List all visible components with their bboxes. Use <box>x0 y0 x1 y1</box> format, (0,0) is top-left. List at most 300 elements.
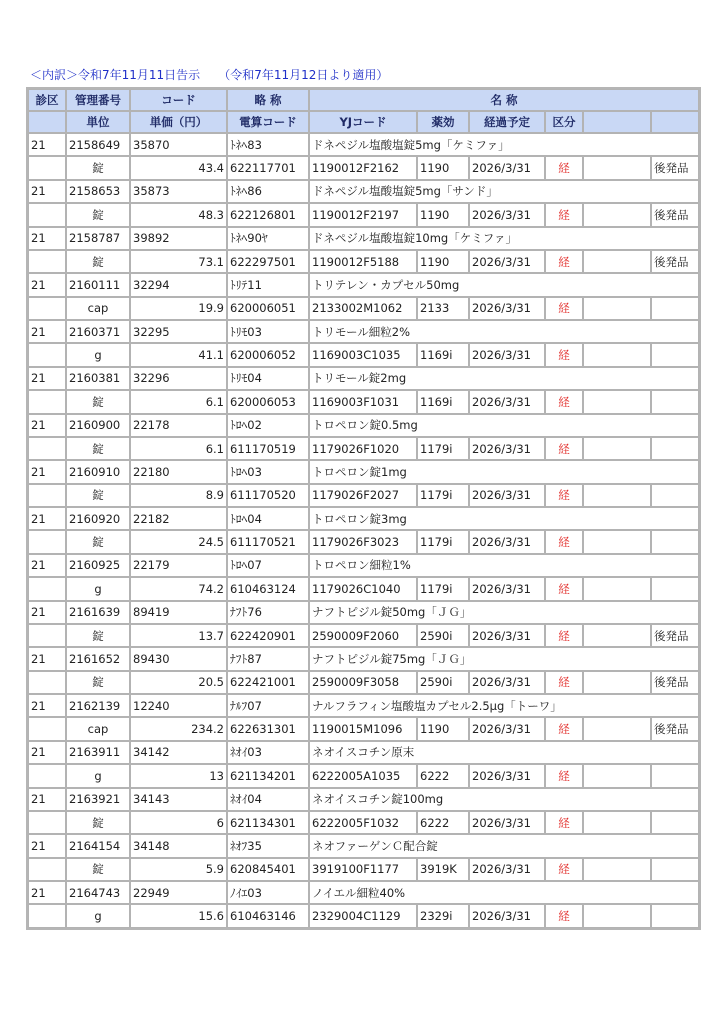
header-keika-yotei: 経過予定 <box>469 111 545 133</box>
table-row-detail <box>28 250 699 273</box>
header-kanri-bango: 管理番号 <box>66 89 130 111</box>
yakko-cell: 2590i <box>417 671 469 694</box>
tani-cell: 錠 <box>66 671 130 694</box>
ryakusho-cell: ﾄﾘﾓ03 <box>227 320 309 343</box>
kubun-cell: 経 <box>545 250 583 273</box>
title-sub: （令和7年11月12日より適用） <box>218 68 389 82</box>
blank-cell <box>28 203 66 226</box>
blank-cell <box>583 811 651 834</box>
code-cell: 35873 <box>130 180 227 203</box>
table-row <box>28 133 699 156</box>
tanka-cell: 43.4 <box>130 156 227 179</box>
keika-yotei-cell: 2026/3/31 <box>469 904 545 928</box>
code-cell: 32296 <box>130 367 227 390</box>
densan-code-cell: 622631301 <box>227 717 309 740</box>
yakko-cell: 1179i <box>417 484 469 507</box>
generic-flag-cell <box>651 437 699 460</box>
yakko-cell: 2329i <box>417 904 469 928</box>
table-row <box>28 460 699 483</box>
shinku-cell: 21 <box>28 647 66 670</box>
yj-code-cell: 1179026F1020 <box>309 437 417 460</box>
blank-cell <box>28 156 66 179</box>
tani-cell: g <box>66 343 130 366</box>
table-row <box>28 741 699 764</box>
blank-cell <box>583 764 651 787</box>
densan-code-cell: 622297501 <box>227 250 309 273</box>
table-row-detail <box>28 717 699 740</box>
kanri-bango-cell: 2163921 <box>66 788 130 811</box>
tanka-cell: 20.5 <box>130 671 227 694</box>
drug-name-cell: ナフトピジル錠50mg「ＪＧ」 <box>309 601 699 624</box>
yakko-cell: 3919K <box>417 858 469 881</box>
ryakusho-cell: ﾅﾌﾄ76 <box>227 601 309 624</box>
code-cell: 22180 <box>130 460 227 483</box>
kubun-cell: 経 <box>545 203 583 226</box>
table-row-detail <box>28 484 699 507</box>
blank-cell <box>28 250 66 273</box>
kanri-bango-cell: 2160371 <box>66 320 130 343</box>
table-row-detail <box>28 437 699 460</box>
shinku-cell: 21 <box>28 180 66 203</box>
kanri-bango-cell: 2161652 <box>66 647 130 670</box>
ryakusho-cell: ﾄﾈﾍ86 <box>227 180 309 203</box>
yakko-cell: 6222 <box>417 764 469 787</box>
tani-cell: 錠 <box>66 858 130 881</box>
densan-code-cell: 621134201 <box>227 764 309 787</box>
blank-cell <box>583 904 651 928</box>
table-row-detail <box>28 577 699 600</box>
kanri-bango-cell: 2164743 <box>66 881 130 904</box>
tanka-cell: 19.9 <box>130 297 227 320</box>
shinku-cell: 21 <box>28 554 66 577</box>
tanka-cell: 13.7 <box>130 624 227 647</box>
yakko-cell: 1190 <box>417 717 469 740</box>
shinku-cell: 21 <box>28 601 66 624</box>
blank-cell <box>583 297 651 320</box>
code-cell: 22949 <box>130 881 227 904</box>
code-cell: 22182 <box>130 507 227 530</box>
generic-flag-cell: 後発品 <box>651 203 699 226</box>
title-main: ＜内訳＞令和7年11月11日告示 <box>30 68 201 82</box>
kanri-bango-cell: 2158649 <box>66 133 130 156</box>
kubun-cell: 経 <box>545 484 583 507</box>
ryakusho-cell: ﾄﾈﾍ90ﾔ <box>227 227 309 250</box>
blank-cell <box>583 858 651 881</box>
ryakusho-cell: ﾄﾘﾃ11 <box>227 273 309 296</box>
kanri-bango-cell: 2160381 <box>66 367 130 390</box>
ryakusho-cell: ﾈｵｲ04 <box>227 788 309 811</box>
blank-cell <box>583 437 651 460</box>
yakko-cell: 1190 <box>417 156 469 179</box>
kubun-cell: 経 <box>545 811 583 834</box>
table-row <box>28 367 699 390</box>
shinku-cell: 21 <box>28 227 66 250</box>
keika-yotei-cell: 2026/3/31 <box>469 484 545 507</box>
blank-cell <box>583 203 651 226</box>
generic-flag-cell <box>651 904 699 928</box>
tani-cell: 錠 <box>66 484 130 507</box>
kubun-cell: 経 <box>545 624 583 647</box>
drug-price-table <box>26 87 701 930</box>
drug-name-cell: ネオイスコチン原末 <box>309 741 699 764</box>
table-row-detail <box>28 904 699 928</box>
code-cell: 34143 <box>130 788 227 811</box>
table-row-detail <box>28 343 699 366</box>
ryakusho-cell: ﾈｵﾌ35 <box>227 834 309 857</box>
generic-flag-cell: 後発品 <box>651 250 699 273</box>
keika-yotei-cell: 2026/3/31 <box>469 203 545 226</box>
densan-code-cell: 621134301 <box>227 811 309 834</box>
blank-cell <box>28 343 66 366</box>
shinku-cell: 21 <box>28 133 66 156</box>
generic-flag-cell <box>651 297 699 320</box>
kanri-bango-cell: 2162139 <box>66 694 130 717</box>
kubun-cell: 経 <box>545 904 583 928</box>
yj-code-cell: 3919100F1177 <box>309 858 417 881</box>
table-row <box>28 881 699 904</box>
code-cell: 35870 <box>130 133 227 156</box>
blank-cell <box>583 484 651 507</box>
header-tani: 単位 <box>66 111 130 133</box>
yakko-cell: 6222 <box>417 811 469 834</box>
drug-name-cell: トリモール錠2mg <box>309 367 699 390</box>
generic-flag-cell <box>651 484 699 507</box>
kubun-cell: 経 <box>545 390 583 413</box>
kubun-cell: 経 <box>545 764 583 787</box>
densan-code-cell: 620006053 <box>227 390 309 413</box>
header-meisho: 名 称 <box>309 89 699 111</box>
yakko-cell: 1179i <box>417 577 469 600</box>
keika-yotei-cell: 2026/3/31 <box>469 437 545 460</box>
generic-flag-cell <box>651 811 699 834</box>
tanka-cell: 73.1 <box>130 250 227 273</box>
shinku-cell: 21 <box>28 834 66 857</box>
tani-cell: g <box>66 577 130 600</box>
yj-code-cell: 1190012F2162 <box>309 156 417 179</box>
table-row-detail <box>28 764 699 787</box>
shinku-cell: 21 <box>28 507 66 530</box>
tani-cell: g <box>66 904 130 928</box>
header-kubun: 区分 <box>545 111 583 133</box>
kanri-bango-cell: 2160920 <box>66 507 130 530</box>
code-cell: 89419 <box>130 601 227 624</box>
table-body <box>28 133 699 928</box>
header-densan-code: 電算コード <box>227 111 309 133</box>
generic-flag-cell <box>651 343 699 366</box>
tani-cell: 錠 <box>66 156 130 179</box>
table-row-detail <box>28 858 699 881</box>
blank-cell <box>28 297 66 320</box>
yj-code-cell: 1190012F5188 <box>309 250 417 273</box>
yj-code-cell: 2590009F3058 <box>309 671 417 694</box>
generic-flag-cell <box>651 764 699 787</box>
keika-yotei-cell: 2026/3/31 <box>469 717 545 740</box>
header-ryakusho: 略 称 <box>227 89 309 111</box>
kubun-cell: 経 <box>545 530 583 553</box>
header-yakko: 薬効 <box>417 111 469 133</box>
tanka-cell: 8.9 <box>130 484 227 507</box>
yj-code-cell: 2329004C1129 <box>309 904 417 928</box>
tani-cell: 錠 <box>66 624 130 647</box>
table-row <box>28 507 699 530</box>
table-row <box>28 647 699 670</box>
blank-cell <box>28 484 66 507</box>
densan-code-cell: 622420901 <box>227 624 309 647</box>
table-row <box>28 601 699 624</box>
kubun-cell: 経 <box>545 297 583 320</box>
yj-code-cell: 1179026F3023 <box>309 530 417 553</box>
code-cell: 89430 <box>130 647 227 670</box>
yj-code-cell: 1169003F1031 <box>309 390 417 413</box>
blank-cell <box>583 624 651 647</box>
generic-flag-cell: 後発品 <box>651 624 699 647</box>
code-cell: 34148 <box>130 834 227 857</box>
blank-cell <box>28 577 66 600</box>
drug-name-cell: ノイエル細粒40% <box>309 881 699 904</box>
tanka-cell: 74.2 <box>130 577 227 600</box>
kubun-cell: 経 <box>545 156 583 179</box>
densan-code-cell: 611170520 <box>227 484 309 507</box>
yj-code-cell: 1190015M1096 <box>309 717 417 740</box>
tani-cell: 錠 <box>66 390 130 413</box>
ryakusho-cell: ﾄﾛﾍ03 <box>227 460 309 483</box>
yakko-cell: 1169i <box>417 343 469 366</box>
table-row-detail <box>28 811 699 834</box>
ryakusho-cell: ﾈｵｲ03 <box>227 741 309 764</box>
shinku-cell: 21 <box>28 881 66 904</box>
page-title <box>30 66 388 83</box>
keika-yotei-cell: 2026/3/31 <box>469 156 545 179</box>
yj-code-cell: 6222005F1032 <box>309 811 417 834</box>
keika-yotei-cell: 2026/3/31 <box>469 250 545 273</box>
kubun-cell: 経 <box>545 671 583 694</box>
ryakusho-cell: ﾄﾛﾍ02 <box>227 414 309 437</box>
tani-cell: 錠 <box>66 250 130 273</box>
tani-cell: 錠 <box>66 437 130 460</box>
drug-name-cell: トリモール細粒2% <box>309 320 699 343</box>
kubun-cell: 経 <box>545 577 583 600</box>
header-blank-1 <box>583 111 651 133</box>
keika-yotei-cell: 2026/3/31 <box>469 764 545 787</box>
drug-name-cell: トロペロン細粒1% <box>309 554 699 577</box>
kanri-bango-cell: 2164154 <box>66 834 130 857</box>
blank-cell <box>28 671 66 694</box>
table-row <box>28 414 699 437</box>
blank-cell <box>583 577 651 600</box>
densan-code-cell: 620006052 <box>227 343 309 366</box>
blank-cell <box>28 624 66 647</box>
table-row <box>28 273 699 296</box>
densan-code-cell: 620006051 <box>227 297 309 320</box>
blank-cell <box>583 717 651 740</box>
code-cell: 34142 <box>130 741 227 764</box>
keika-yotei-cell: 2026/3/31 <box>469 671 545 694</box>
ryakusho-cell: ﾄﾘﾓ04 <box>227 367 309 390</box>
header-tanka: 単価（円） <box>130 111 227 133</box>
ryakusho-cell: ﾄﾛﾍ07 <box>227 554 309 577</box>
yakko-cell: 2133 <box>417 297 469 320</box>
densan-code-cell: 611170519 <box>227 437 309 460</box>
blank-cell <box>28 717 66 740</box>
yakko-cell: 1179i <box>417 437 469 460</box>
kubun-cell: 経 <box>545 437 583 460</box>
tanka-cell: 234.2 <box>130 717 227 740</box>
keika-yotei-cell: 2026/3/31 <box>469 390 545 413</box>
table-row-detail <box>28 156 699 179</box>
generic-flag-cell: 後発品 <box>651 156 699 179</box>
shinku-cell: 21 <box>28 460 66 483</box>
tani-cell: g <box>66 764 130 787</box>
generic-flag-cell <box>651 530 699 553</box>
keika-yotei-cell: 2026/3/31 <box>469 530 545 553</box>
shinku-cell: 21 <box>28 741 66 764</box>
yakko-cell: 1169i <box>417 390 469 413</box>
drug-name-cell: トロペロン錠0.5mg <box>309 414 699 437</box>
shinku-cell: 21 <box>28 694 66 717</box>
blank-cell <box>28 390 66 413</box>
densan-code-cell: 610463146 <box>227 904 309 928</box>
yj-code-cell: 1190012F2197 <box>309 203 417 226</box>
shinku-cell: 21 <box>28 788 66 811</box>
ryakusho-cell: ﾄﾈﾍ83 <box>227 133 309 156</box>
kanri-bango-cell: 2161639 <box>66 601 130 624</box>
kubun-cell: 経 <box>545 858 583 881</box>
code-cell: 12240 <box>130 694 227 717</box>
yj-code-cell: 2133002M1062 <box>309 297 417 320</box>
drug-name-cell: ネオイスコチン錠100mg <box>309 788 699 811</box>
tani-cell: cap <box>66 297 130 320</box>
blank-cell <box>28 858 66 881</box>
generic-flag-cell <box>651 577 699 600</box>
tanka-cell: 5.9 <box>130 858 227 881</box>
tanka-cell: 48.3 <box>130 203 227 226</box>
shinku-cell: 21 <box>28 367 66 390</box>
tanka-cell: 6.1 <box>130 437 227 460</box>
yj-code-cell: 1179026C1040 <box>309 577 417 600</box>
yj-code-cell: 2590009F2060 <box>309 624 417 647</box>
kanri-bango-cell: 2160910 <box>66 460 130 483</box>
blank-cell <box>583 530 651 553</box>
code-cell: 32295 <box>130 320 227 343</box>
yakko-cell: 2590i <box>417 624 469 647</box>
tanka-cell: 6.1 <box>130 390 227 413</box>
table-row-detail <box>28 624 699 647</box>
table-row <box>28 554 699 577</box>
keika-yotei-cell: 2026/3/31 <box>469 811 545 834</box>
blank-cell <box>583 343 651 366</box>
table-row <box>28 834 699 857</box>
drug-name-cell: ドネペジル塩酸塩錠5mg「サンド」 <box>309 180 699 203</box>
header-row-2 <box>28 111 699 133</box>
drug-name-cell: トロペロン錠3mg <box>309 507 699 530</box>
code-cell: 32294 <box>130 273 227 296</box>
keika-yotei-cell: 2026/3/31 <box>469 343 545 366</box>
keika-yotei-cell: 2026/3/31 <box>469 297 545 320</box>
kubun-cell: 経 <box>545 717 583 740</box>
table-row-detail <box>28 530 699 553</box>
drug-name-cell: ナルフラフィン塩酸塩カプセル2.5μg「トーワ」 <box>309 694 699 717</box>
yakko-cell: 1190 <box>417 203 469 226</box>
table-row <box>28 180 699 203</box>
tani-cell: 錠 <box>66 203 130 226</box>
blank-cell <box>28 904 66 928</box>
keika-yotei-cell: 2026/3/31 <box>469 624 545 647</box>
ryakusho-cell: ﾅﾌﾄ87 <box>227 647 309 670</box>
ryakusho-cell: ﾉｲｴ03 <box>227 881 309 904</box>
yj-code-cell: 1169003C1035 <box>309 343 417 366</box>
blank-cell <box>28 764 66 787</box>
yakko-cell: 1190 <box>417 250 469 273</box>
blank-cell <box>28 437 66 460</box>
table-row-detail <box>28 390 699 413</box>
yakko-cell: 1179i <box>417 530 469 553</box>
tani-cell: 錠 <box>66 811 130 834</box>
code-cell: 22178 <box>130 414 227 437</box>
generic-flag-cell: 後発品 <box>651 671 699 694</box>
table-row-detail <box>28 203 699 226</box>
drug-name-cell: トロペロン錠1mg <box>309 460 699 483</box>
table-row <box>28 788 699 811</box>
tanka-cell: 41.1 <box>130 343 227 366</box>
table-row <box>28 694 699 717</box>
keika-yotei-cell: 2026/3/31 <box>469 858 545 881</box>
tanka-cell: 24.5 <box>130 530 227 553</box>
tanka-cell: 13 <box>130 764 227 787</box>
blank-cell <box>583 156 651 179</box>
kanri-bango-cell: 2160111 <box>66 273 130 296</box>
ryakusho-cell: ﾅﾙﾌ07 <box>227 694 309 717</box>
blank-cell <box>28 530 66 553</box>
shinku-cell: 21 <box>28 273 66 296</box>
header-spacer <box>28 111 66 133</box>
densan-code-cell: 610463124 <box>227 577 309 600</box>
drug-name-cell: ナフトピジル錠75mg「ＪＧ」 <box>309 647 699 670</box>
table-row-detail <box>28 671 699 694</box>
code-cell: 39892 <box>130 227 227 250</box>
shinku-cell: 21 <box>28 414 66 437</box>
kanri-bango-cell: 2163911 <box>66 741 130 764</box>
ryakusho-cell: ﾄﾛﾍ04 <box>227 507 309 530</box>
densan-code-cell: 620845401 <box>227 858 309 881</box>
densan-code-cell: 611170521 <box>227 530 309 553</box>
generic-flag-cell <box>651 858 699 881</box>
header-blank-2 <box>651 111 699 133</box>
kanri-bango-cell: 2160925 <box>66 554 130 577</box>
header-shinku: 診区 <box>28 89 66 111</box>
densan-code-cell: 622117701 <box>227 156 309 179</box>
blank-cell <box>583 250 651 273</box>
kanri-bango-cell: 2160900 <box>66 414 130 437</box>
tanka-cell: 6 <box>130 811 227 834</box>
yj-code-cell: 6222005A1035 <box>309 764 417 787</box>
code-cell: 22179 <box>130 554 227 577</box>
drug-name-cell: ドネペジル塩酸塩錠10mg「ケミファ」 <box>309 227 699 250</box>
generic-flag-cell: 後発品 <box>651 717 699 740</box>
blank-cell <box>28 811 66 834</box>
densan-code-cell: 622421001 <box>227 671 309 694</box>
header-code: コード <box>130 89 227 111</box>
tanka-cell: 15.6 <box>130 904 227 928</box>
table-row <box>28 227 699 250</box>
kubun-cell: 経 <box>545 343 583 366</box>
shinku-cell: 21 <box>28 320 66 343</box>
tani-cell: cap <box>66 717 130 740</box>
table-row <box>28 320 699 343</box>
drug-name-cell: ドネペジル塩酸塩錠5mg「ケミファ」 <box>309 133 699 156</box>
blank-cell <box>583 671 651 694</box>
generic-flag-cell <box>651 390 699 413</box>
kanri-bango-cell: 2158653 <box>66 180 130 203</box>
